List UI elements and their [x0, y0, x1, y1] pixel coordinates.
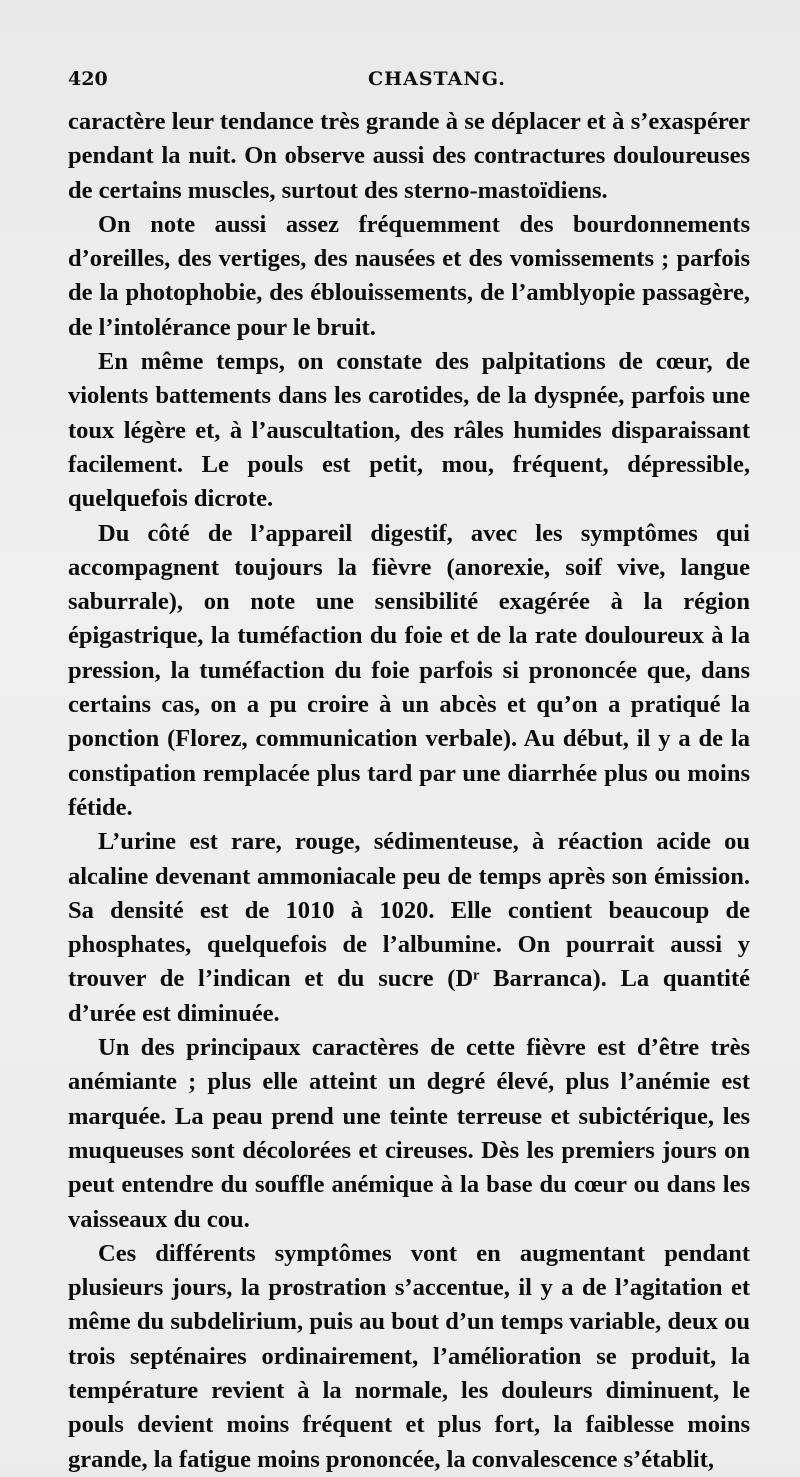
paragraph: En même temps, on constate des palpitations de cœur, de violents battements dans les carotides, de la dyspnée, parfois une toux légère et, à l’auscultation, des râles humides disparaissant facilement. Le pouls est petit, mou, fréquent, dépressible, quelquefois dicrote.	[68, 348, 750, 513]
paragraph: On note aussi assez fréquemment des bourdonnements d’oreilles, des vertiges, des nausées et des vomissements ; parfois de la photophobie, des éblouissements, de l’amblyopie passagère, de l’intolérance pour le bruit.	[68, 210, 750, 341]
body-text	[68, 105, 750, 1477]
paragraph: Ces différents symptômes vont en augmentant pendant plusieurs jours, la prostration s’accentue, il y a de l’agitation et même du subdelirium, puis au bout d’un temps variable, deux ou trois septénaires ordinairement, l’amélioration se produit, la température revient à la normale, les douleurs diminuent, le pouls devient moins fréquent et plus fort, la faiblesse moins grande, la fatigue moins prononcée, la convalescence s’établit,	[68, 1239, 750, 1473]
paragraph: L’urine est rare, rouge, sédimenteuse, à réaction acide ou alcaline devenant ammoniacale peu de temps après son émission. Sa densité est de 1010 à 1020. Elle contient beaucoup de phosphates, quelquefois de l’albumine. On pourrait aussi y trouver de l’indican et du sucre (Dʳ Barranca). La quantité d’urée est diminuée.	[68, 828, 750, 1027]
running-title: CHASTANG.	[368, 68, 506, 90]
paragraph: Du côté de l’appareil digestif, avec les symptômes qui accompagnent toujours la fièvre (anorexie, soif vive, langue saburrale), on note une sensibilité exagérée à la région épigastrique, la tuméfaction du foie et de la rate douloureux à la pression, la tuméfaction du foie parfois si prononcée que, dans certains cas, on a pu croire à un abcès et qu’on a pratiqué la ponction (Florez, communication verbale). Au début, il y a de la constipation remplacée plus tard par une diarrhée plus ou moins fétide.	[68, 519, 750, 821]
paragraph: Un des principaux caractères de cette fièvre est d’être très anémiante ; plus elle atteint un degré élevé, plus l’anémie est marquée. La peau prend une teinte terreuse et subictérique, les muqueuses sont décolorées et cireuses. Dès les premiers jours on peut entendre du souffle anémique à la base du cœur ou dans les vaisseaux du cou.	[68, 1034, 750, 1233]
page-header	[68, 64, 748, 94]
paragraph-continued: caractère leur tendance très grande à se déplacer et à s’exaspérer pendant la nuit. On observe aussi des contractures douloureuses de certains muscles, surtout des sterno-mastoïdiens.	[68, 108, 750, 204]
page-number: 420	[68, 68, 108, 90]
